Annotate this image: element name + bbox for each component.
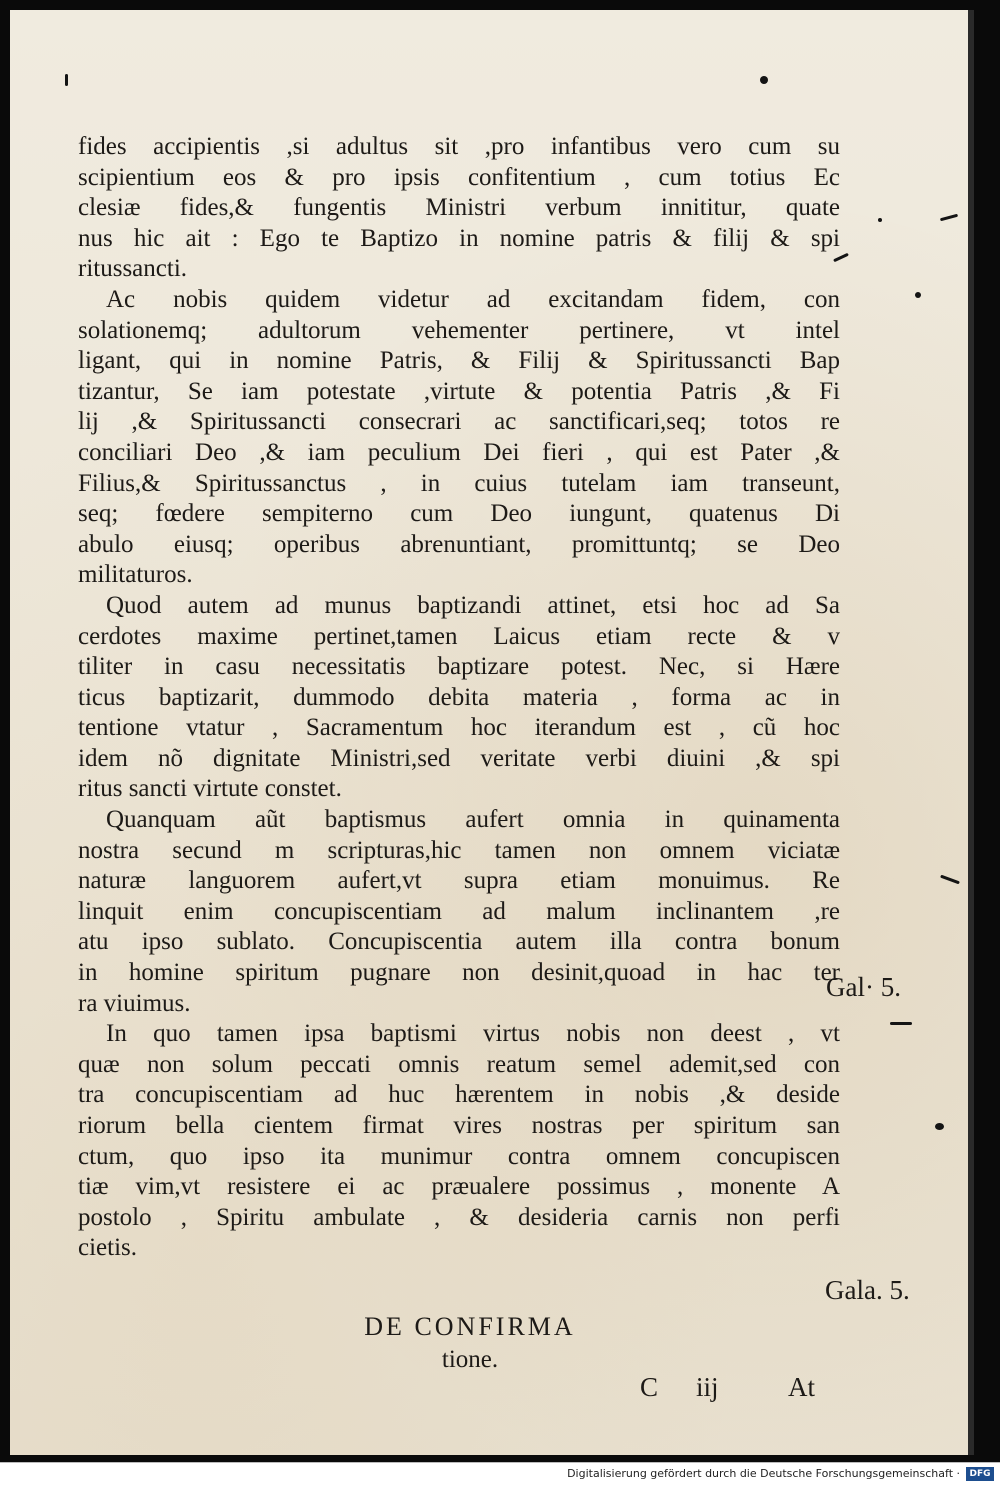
text-line: ligant, qui in nomine Patris, & Filij & Spiritussancti Bap <box>78 347 840 375</box>
text-line: Quod autem ad munus baptizandi attinet, etsi hoc ad Sa <box>106 591 840 619</box>
text-line: idem nõ dignitate Ministri,sed veritate verbi diuini ,& spi <box>78 744 840 772</box>
text-line: riorum bella cientem firmat vires nostras per spiritum san <box>78 1112 840 1139</box>
body-text <box>78 132 840 1264</box>
footer-bar <box>0 1462 1000 1487</box>
text-line: ticus baptizarit, dummodo debita materia , forma ac in <box>78 683 840 711</box>
text-line: nus hic ait : Ego te Baptizo in nomine patris & filij & spi <box>78 224 840 252</box>
text-line: Quanquam aũt baptismus aufert omnia in quinamenta <box>106 806 840 834</box>
margin-note-gal-5: Gal· 5. <box>826 972 901 1002</box>
text-line: tizantur, Se iam potestate ,virtute & potentia Patris ,& Fi <box>78 377 840 405</box>
text-line: conciliari Deo ,& iam peculium Dei fieri , qui est Pater ,& <box>78 438 840 466</box>
text-line: solationemq; adultorum vehementer pertinere, vt intel <box>78 316 840 344</box>
text-line: scipientium eos & pro ipsis confitentium , cum totius Ec <box>78 163 840 191</box>
text-line: naturæ languorem aufert,vt supra etiam monuimus. Re <box>78 867 840 895</box>
text-line: ra viuimus. <box>78 989 191 1017</box>
text-line: tentione vtatur , Sacramentum hoc iterandum est , cũ hoc <box>78 714 840 742</box>
ink-speck <box>65 74 68 86</box>
text-line: in homine spiritum pugnare non desinit,quoad in hac ter <box>78 959 840 987</box>
ink-stroke <box>890 1022 912 1025</box>
text-line: atu ipso sublato. Concupiscentia autem illa contra bonum <box>78 928 840 956</box>
text-line: cerdotes maxime pertinet,tamen Laicus etiam recte & v <box>78 622 840 650</box>
signature-mark: C <box>640 1372 659 1402</box>
section-heading: DE CONFIRMA <box>364 1312 576 1341</box>
catchword: At <box>788 1372 815 1402</box>
text-line: ctum, quo ipso ita munimur contra omnem concupiscen <box>78 1142 840 1170</box>
text-line: ritus sancti virtute constet. <box>78 775 342 803</box>
text-line: postolo , Spiritu ambulate , & desideria carnis non perfi <box>78 1203 840 1231</box>
funding-credit: Digitalisierung gefördert durch die Deutsche Forschungsgemeinschaft · <box>567 1467 960 1480</box>
text-line: cietis. <box>78 1234 138 1262</box>
ink-speck <box>915 292 921 298</box>
text-line: tiæ vim,vt resistere ei ac præualere possimus , monente A <box>78 1173 840 1201</box>
text-line: tiliter in casu necessitatis baptizare potest. Nec, si Hære <box>78 653 840 681</box>
margin-note-gala-5: Gala. 5. <box>825 1275 910 1305</box>
text-line: seq; fœdere sempiterno cum Deo iungunt, quatenus Di <box>78 500 840 528</box>
signature-number: iij <box>696 1372 719 1402</box>
text-line: militaturos. <box>78 561 193 589</box>
ink-speck <box>935 1123 944 1130</box>
text-line: clesiæ fides,& fungentis Ministri verbum innititur, quate <box>78 194 840 222</box>
text-line: abulo eiusq; operibus abrenuntiant, promittuntq; se Deo <box>78 530 840 558</box>
text-line: linquit enim concupiscentiam ad malum inclinantem ,re <box>78 897 840 925</box>
text-line: nostra secund m scripturas,hic tamen non omnem viciatæ <box>78 836 840 864</box>
text-line: lij ,& Spiritussancti consecrari ac sanctificari,seq; totos re <box>78 408 840 436</box>
text-line: Filius,& Spiritussanctus , in cuius tutelam iam transeunt, <box>78 469 840 497</box>
ink-speck <box>878 218 882 222</box>
dfg-logo: DFG <box>966 1467 994 1481</box>
text-line: quæ non solum peccati omnis reatum semel ademit,sed con <box>78 1050 840 1078</box>
text-line: tra concupiscentiam ad huc hærentem in nobis ,& deside <box>78 1081 840 1109</box>
ink-stroke <box>940 875 960 885</box>
text-line: fides accipientis ,si adultus sit ,pro infantibus vero cum su <box>78 133 840 160</box>
ink-stroke <box>940 214 958 222</box>
ink-speck <box>760 76 768 84</box>
text-line: ritussancti. <box>78 255 188 283</box>
section-heading-continuation: tione. <box>441 1346 499 1373</box>
book-page <box>10 10 974 1455</box>
text-line: In quo tamen ipsa baptismi virtus nobis non deest , vt <box>106 1020 840 1048</box>
text-line: Ac nobis quidem videtur ad excitandam fidem, con <box>106 285 840 313</box>
